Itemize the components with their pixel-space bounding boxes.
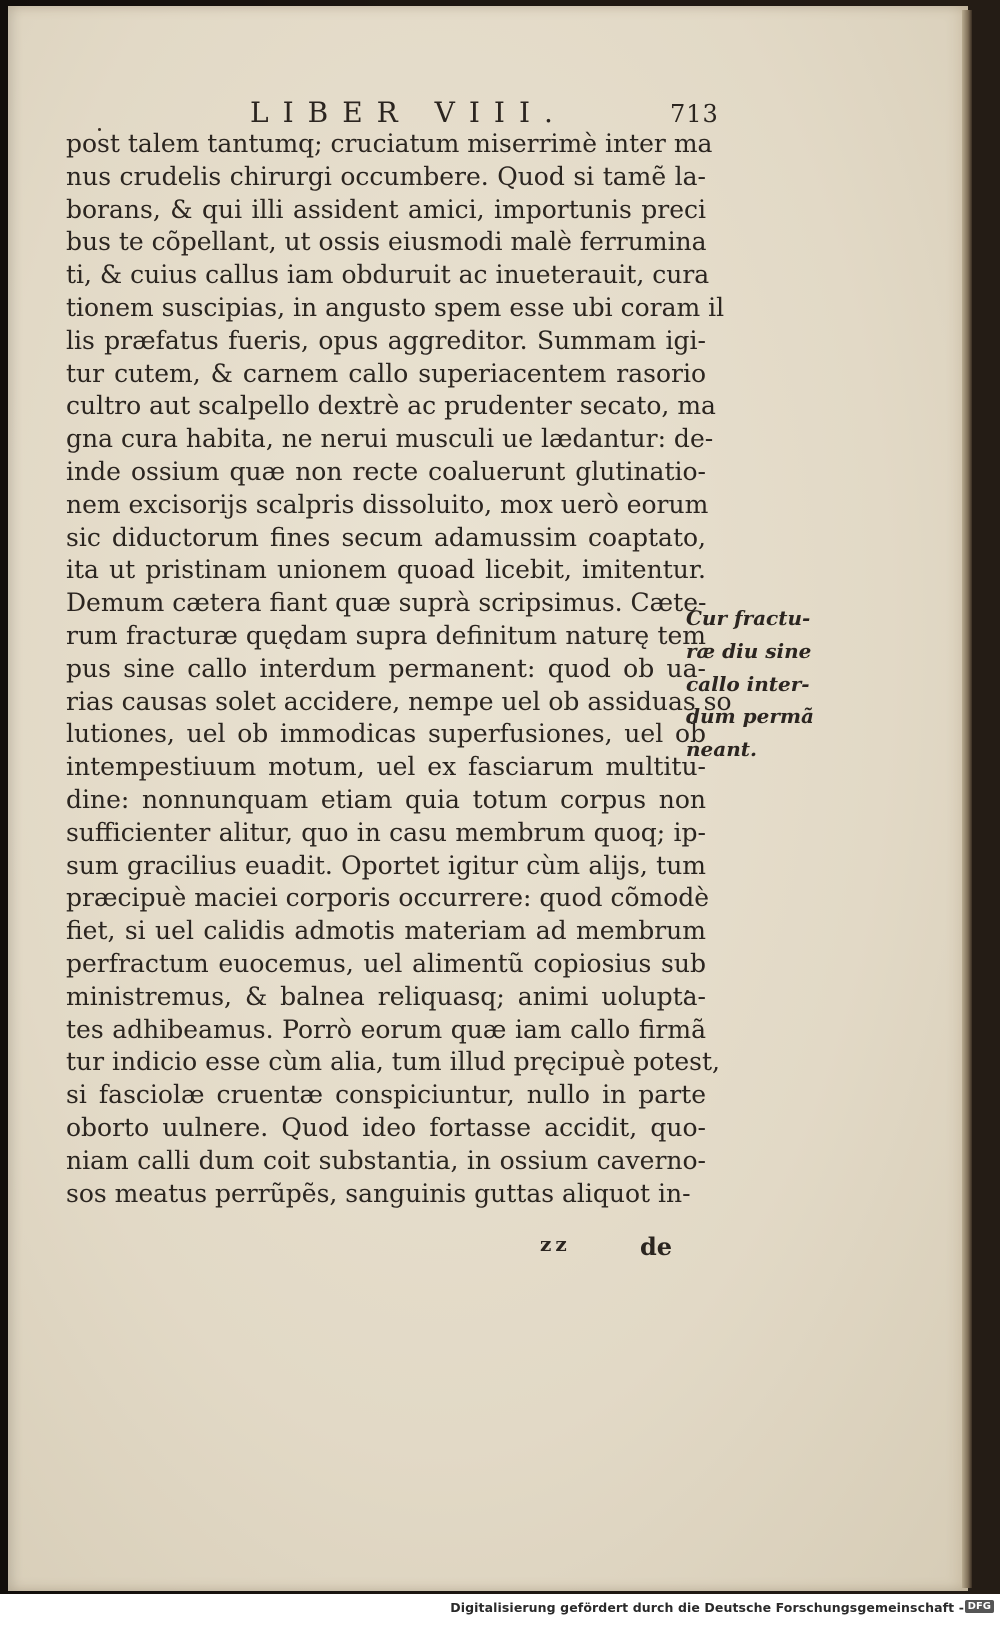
signature-mark: zz [540, 1232, 571, 1256]
text-line: lutiones, uel ob immodicas superfusiones, uel ob [66, 719, 706, 749]
text-line: tionem suscipias, in angusto spem esse ubi coram il [66, 292, 725, 322]
text-line: ita ut pristinam unionem quoad licebit, imitentur. [66, 555, 706, 585]
marginal-note-line: dum permã [686, 704, 815, 729]
catchword: de [640, 1232, 673, 1261]
text-line: sum gracilius euadit. Oportet igitur cùm alijs, tum [66, 850, 706, 880]
text-line: perfractum euocemus, uel alimentũ copiosius sub [66, 948, 706, 978]
text-line: fiet, si uel calidis admotis materiam ad membrum [66, 916, 706, 946]
text-line: ministremus, & balnea reliquasq; animi uolupta- [66, 981, 706, 1011]
text-line: dine: nonnunquam etiam quia totum corpus non [66, 784, 706, 814]
text-line: pus sine callo interdum permanent: quod ob ua- [66, 653, 706, 683]
marginal-note-line: neant. [686, 737, 757, 762]
text-line: si fasciolæ cruentæ conspiciuntur, nullo in parte [66, 1080, 706, 1110]
text-line: præcipuè maciei corporis occurrere: quod cõmodè [66, 883, 710, 913]
digitization-credit: Digitalisierung gefördert durch die Deutsche Forschungsgemeinschaft - [450, 1600, 964, 1615]
marginal-note-line: ræ diu sine [686, 638, 812, 663]
text-line: tur cutem, & carnem callo superiacentem rasorio [66, 358, 706, 388]
text-line: lis præfatus fueris, opus aggreditor. Summam igi- [66, 325, 706, 355]
text-line: ti, & cuius callus iam obduruit ac inueterauit, cura [66, 260, 710, 290]
text-line: sic diductorum fines secum adamussim coaptato, [66, 522, 706, 552]
marginal-note-line: callo inter- [686, 671, 810, 696]
text-line: rum fracturæ quędam supra definitum naturę tem [66, 620, 706, 650]
text-line: oborto uulnere. Quod ideo fortasse accidit, quo- [66, 1112, 706, 1142]
text-line: tes adhibeamus. Porrò eorum quæ iam callo firmã [66, 1014, 706, 1044]
page-number: 713 [670, 100, 719, 128]
text-line: nem excisorijs scalpris dissoluito, mox uerò eorum [66, 489, 709, 519]
marginal-note-line: Cur fractu- [686, 606, 811, 630]
text-line: borans, & qui illi assident amici, importunis preci [66, 194, 706, 224]
text-line: sufficienter alitur, quo in casu membrum quoq; ip- [66, 817, 706, 847]
text-line: intempestiuum motum, uel ex fasciarum multitu- [66, 752, 706, 782]
dfg-logo: DFG [965, 1600, 994, 1613]
text-line: niam calli dum coit substantia, in ossium caverno- [66, 1145, 706, 1175]
text-line: sos meatus perrũpẽs, sanguinis guttas aliquot in- [66, 1178, 691, 1208]
text-line: tur indicio esse cùm alia, tum illud pręcipuè potest, [66, 1047, 720, 1077]
text-line: Demum cætera fiant quæ suprà scripsimus. Cæte- [66, 588, 707, 618]
running-head-title: LIBER VIII. [250, 96, 567, 129]
page-edge [962, 10, 972, 1588]
text-line: post talem tantumq; cruciatum miserrimè inter ma [66, 129, 713, 158]
text-line: rias causas solet accidere, nempe uel ob assiduas so [66, 686, 732, 716]
text-line: inde ossium quæ non recte coaluerunt glutinatio- [66, 456, 706, 486]
text-line: gna cura habita, ne nerui musculi ue lædantur: de- [66, 424, 714, 454]
text-line: cultro aut scalpello dextrè ac prudenter secato, ma [66, 391, 716, 421]
marginal-note [686, 602, 826, 766]
text-line: bus te cõpellant, ut ossis eiusmodi malè ferrumina [66, 227, 707, 257]
text-line: nus crudelis chirurgi occumbere. Quod si tamẽ la- [66, 161, 706, 191]
